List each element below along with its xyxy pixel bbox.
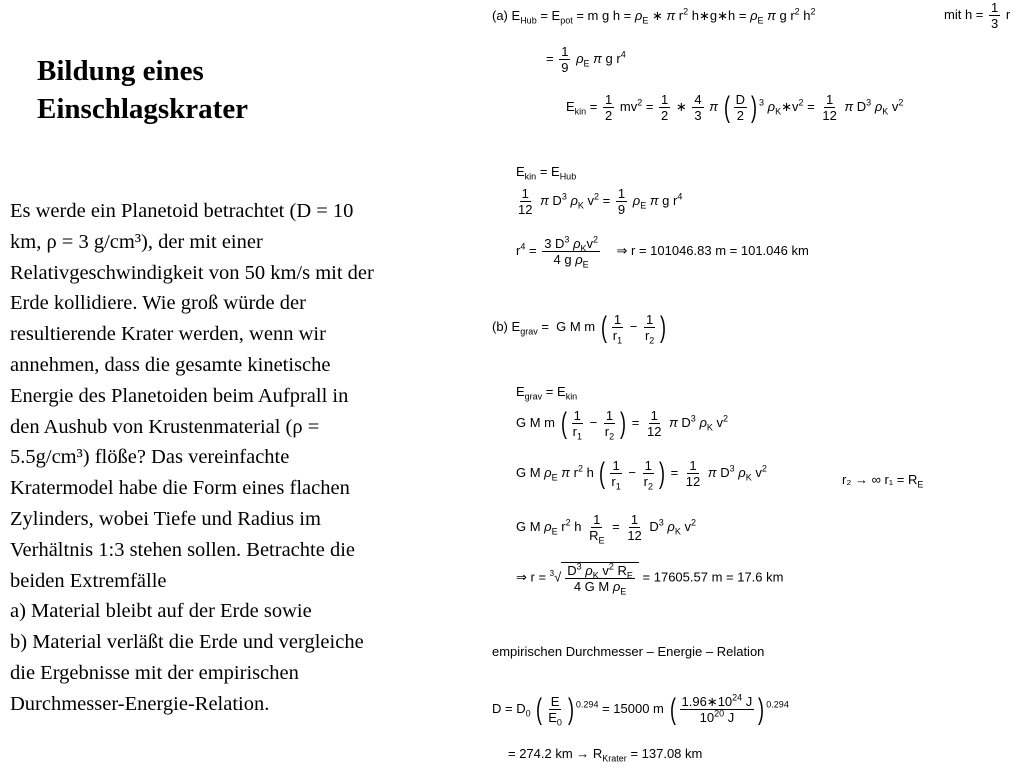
r-solution-b: ⇒ r = $^3$√ $\frac{D^3 \rho_K v^2 R_E}{4 G M \rho_E}$ = 17605.57 m = 17.6 km bbox=[516, 561, 784, 597]
egrav-equals-ekin: $E_{grav} = E_{kin}$ bbox=[516, 384, 578, 402]
egrav-equation: (b) $E_{grav} = G$ M m ( $\frac{1}{r_1}$ − $\frac{1}{r_2}$ ) bbox=[492, 310, 667, 346]
problem-line: Erde kollidiere. Wie groß würde der bbox=[10, 292, 306, 315]
ekin-equation: $E_{kin}$ = $\frac{1}{2}$ $mv^2$ = $\frac{1}{2}$ ∗ $\frac{4}{3}$ π ( $\frac{D}{2}$ ) $^3$ $\rho_K∗v^2$ = $\frac{1}{12}$ π $D^3$ $\rho_K$ $v^2$ bbox=[566, 90, 904, 124]
energy-balance-a: $\frac{1}{12}$ π $D^3$ $\rho_K$ $v^2$ = $\frac{1}{9}$ $\rho_E$ π g $r^4$ bbox=[518, 186, 683, 217]
problem-line: den Aushub von Krustenmaterial (ρ = bbox=[10, 415, 320, 438]
problem-line: Relativgeschwindigkeit von 50 km/s mit der bbox=[10, 261, 374, 284]
problem-statement bbox=[10, 196, 472, 720]
problem-line: annehmen, dass die gesamte kinetische bbox=[10, 353, 331, 376]
energy-balance-b-simplified: G M $\rho_E$ $r^2$ h $\frac{1}{R_E}$ = $\frac{1}{12}$ $D^3$ $\rho_K$ $v^2$ bbox=[516, 512, 697, 546]
energy-balance-b-expanded: G M $\rho_E$ π $r^2$ h ( $\frac{1}{r_1}$ − $\frac{1}{r_2}$ ) = $\frac{1}{12}$ π $D^3$ $\rho_K$ $v^2$ bbox=[516, 456, 767, 492]
problem-line: Energie des Planetoiden beim Aufprall in bbox=[10, 384, 349, 407]
problem-line: beiden Extremfälle bbox=[10, 569, 167, 592]
problem-line: Durchmesser-Energie-Relation. bbox=[10, 692, 270, 715]
problem-line: Verhältnis 1:3 stehen sollen. Betrachte die bbox=[10, 538, 355, 561]
title-line-1: Bildung eines bbox=[37, 55, 204, 87]
problem-line: resultierende Krater werden, wenn wir bbox=[10, 323, 326, 346]
r4-solution: $r^4$ = 3 $D^3$ $\rho_Kv^2$ 4 g $\rho_E$ ⇒ r = 101046.83 m = 101.046 km bbox=[516, 234, 809, 270]
energy-balance-b: G M m ( $\frac{1}{r_1}$ − $\frac{1}{r_2}$ ) = $\frac{1}{12}$ π $D^3$ $\rho_K$ $v^2$ bbox=[516, 406, 729, 442]
ekin-equals-ehub: $E_{kin} = E_{Hub}$ bbox=[516, 164, 577, 182]
problem-line: Es werde ein Planetoid betrachtet (D = 10 bbox=[10, 200, 354, 222]
h-definition: mit h = $\frac{1}{3}$ r bbox=[944, 0, 1011, 31]
problem-line: km, ρ = 3 g/cm³), der mit einer bbox=[10, 230, 263, 253]
problem-line: 5.5g/cm³) flöße? Das vereinfachte bbox=[10, 446, 290, 469]
crater-result: = 274.2 km → $R_{Krater} = 137.08$ km bbox=[508, 746, 703, 764]
empirical-relation: $D = D_0$ ( $\frac{E}{E_0}$ ) $^{0.294}$ = 15000 m ( $\frac{1.96∗10^{24} J}{10^{20} J}$ ) $^{0.294}$ bbox=[492, 692, 789, 728]
title-line-2: Einschlagskrater bbox=[37, 93, 249, 125]
ehub-simplified: = $\frac{1}{9}$ $\rho_E$ π g $r^4$ bbox=[546, 44, 626, 75]
ehub-equation: (a) $E_{Hub} = E_{pot} = m$ g $h = \rho_E$ ∗ π $r^2$ h∗g∗h = $\rho_E$ π g $r^2$ $h^2$ bbox=[492, 6, 816, 26]
problem-line: Zylinders, wobei Tiefe und Radius im bbox=[10, 507, 321, 530]
problem-line: Kratermodel habe die Form eines flachen bbox=[10, 477, 350, 500]
problem-line: b) Material verläßt die Erde und vergleiche bbox=[10, 631, 364, 654]
slide-title bbox=[37, 52, 337, 128]
problem-line: a) Material bleibt auf der Erde sowie bbox=[10, 600, 312, 623]
problem-line: die Ergebnisse mit der empirischen bbox=[10, 661, 299, 684]
empirical-heading: empirischen Durchmesser – Energie – Relation bbox=[492, 644, 765, 659]
limit-condition: r₂ → ∞ $r_1 = R_E$ bbox=[842, 472, 924, 490]
